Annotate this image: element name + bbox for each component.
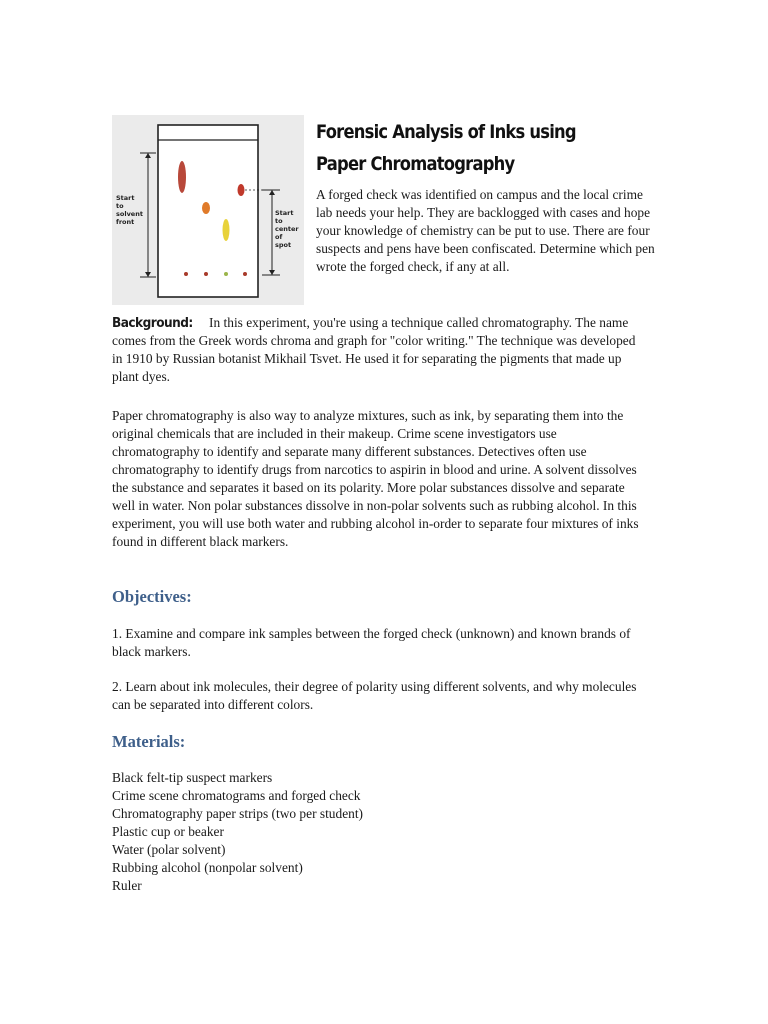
chromatography-diagram [112, 115, 304, 305]
origin-dot-1 [184, 272, 188, 276]
objectives-heading: Objectives: [112, 587, 192, 606]
right-arrow-head-bottom [269, 270, 275, 275]
page-title: Forensic Analysis of Inks using Paper Chromatography [316, 121, 576, 175]
ink-spot-yellow [223, 219, 230, 241]
material-item: Crime scene chromatograms and forged check [112, 788, 361, 803]
ink-spot-orange [202, 202, 210, 214]
ink-spot-red-small [238, 184, 245, 196]
background-heading: Background: [112, 315, 193, 331]
chromatography-diagram-svg [112, 115, 304, 305]
materials-list [112, 769, 363, 895]
label-left-line-3: solvent [116, 210, 143, 218]
origin-dot-4 [243, 272, 247, 276]
chromatography-paragraph: Paper chromatography is also way to analyze mixtures, such as ink, by separating them into the original chemicals that are included in their makeup. Crime scene investigators use chromatography to identify and separate many different substances. Detectives often use chromatography to identify drugs from narcotics to aspirin in blood and urine. A solvent dissolves the substance and separates it based on its polarity. More polar substances dissolve and separate well in water. Non polar substances dissolve in non-polar solvents such as rubbing alcohol. In this experiment, you will use both water and rubbing alcohol in-order to separate four mixtures of inks found in different black markers. [112, 408, 639, 549]
background-section [112, 314, 642, 386]
material-item: Water (polar solvent) [112, 842, 226, 857]
label-right-line-4: of [275, 233, 283, 241]
materials-heading: Materials: [112, 732, 186, 751]
origin-dot-2 [204, 272, 208, 276]
intro-paragraph: A forged check was identified on campus and the local crime lab needs your help. They are backlogged with cases and hope your knowledge of chemistry can be put to use. There are four suspects and pens have been confiscated. Determine which pen wrote the forged check, if any at all. [316, 187, 655, 274]
material-item: Chromatography paper strips (two per student) [112, 806, 364, 821]
objective-item-2: 2. Learn about ink molecules, their degree of polarity using different solvents, and why molecules can be separated into different colors. [112, 679, 637, 712]
background-text: In this experiment, you're using a technique called chromatography. The name comes from the Greek words chroma and graph for "color writing." The technique was developed in 1910 by Russian botanist Mikhail Tsvet. He used it for separating the pigments that made up plant dyes. [112, 315, 636, 384]
left-arrow-head-top [145, 153, 151, 158]
objective-item-1: 1. Examine and compare ink samples between the forged check (unknown) and known brands of black markers. [112, 626, 631, 659]
material-item: Black felt-tip suspect markers [112, 770, 273, 785]
left-arrow-head-bottom [145, 272, 151, 277]
label-left-line-1: Start [116, 194, 135, 202]
label-right-line-2: to [275, 217, 283, 225]
ink-spot-red-tall [178, 161, 186, 193]
label-right-line-5: spot [275, 241, 292, 249]
right-arrow-head-top [269, 190, 275, 195]
label-right-line-3: center [275, 225, 299, 233]
material-item: Ruler [112, 878, 142, 893]
material-item: Rubbing alcohol (nonpolar solvent) [112, 860, 303, 875]
origin-dot-3 [224, 272, 228, 276]
label-right-line-1: Start [275, 209, 294, 217]
material-item: Plastic cup or beaker [112, 824, 224, 839]
label-left-line-4: front [116, 218, 135, 226]
label-left-line-2: to [116, 202, 124, 210]
